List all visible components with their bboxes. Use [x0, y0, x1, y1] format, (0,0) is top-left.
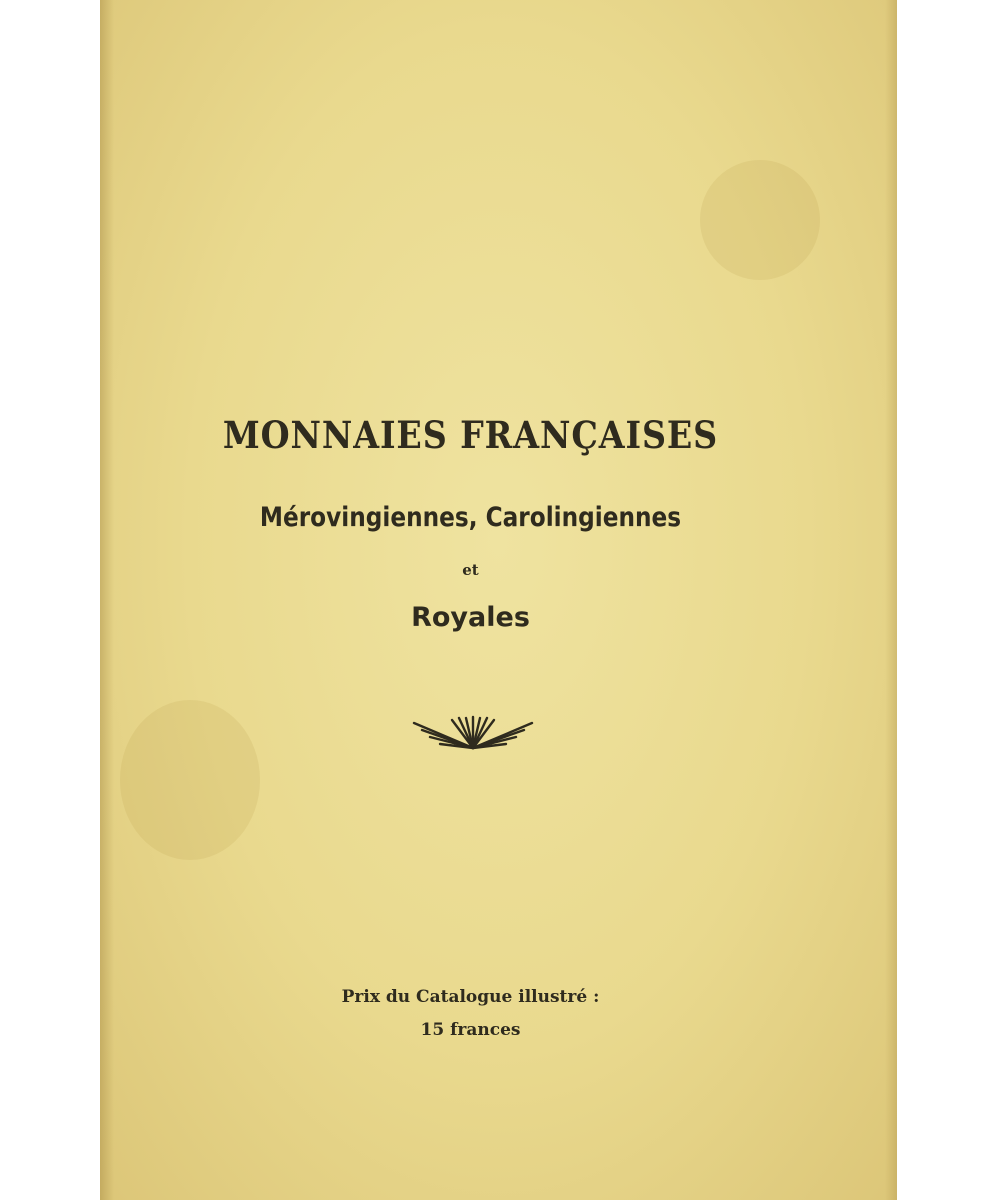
cover-subtitle-royales: Royales: [411, 602, 530, 633]
sunburst-ornament-icon: [412, 712, 534, 752]
paper-stain: [120, 700, 260, 860]
catalogue-cover-page: [100, 0, 897, 1200]
paper-stain: [700, 160, 820, 280]
catalogue-price-value: 15 frances: [420, 1020, 521, 1040]
cover-subtitle: Mérovingiennes, Carolingiennes: [259, 502, 682, 533]
cover-conjunction: et: [462, 561, 479, 579]
catalogue-price-label: Prix du Catalogue illustré :: [341, 987, 600, 1007]
page-edge-shadow-right: [885, 0, 897, 1200]
cover-title: MONNAIES FRANÇAISES: [222, 413, 719, 457]
